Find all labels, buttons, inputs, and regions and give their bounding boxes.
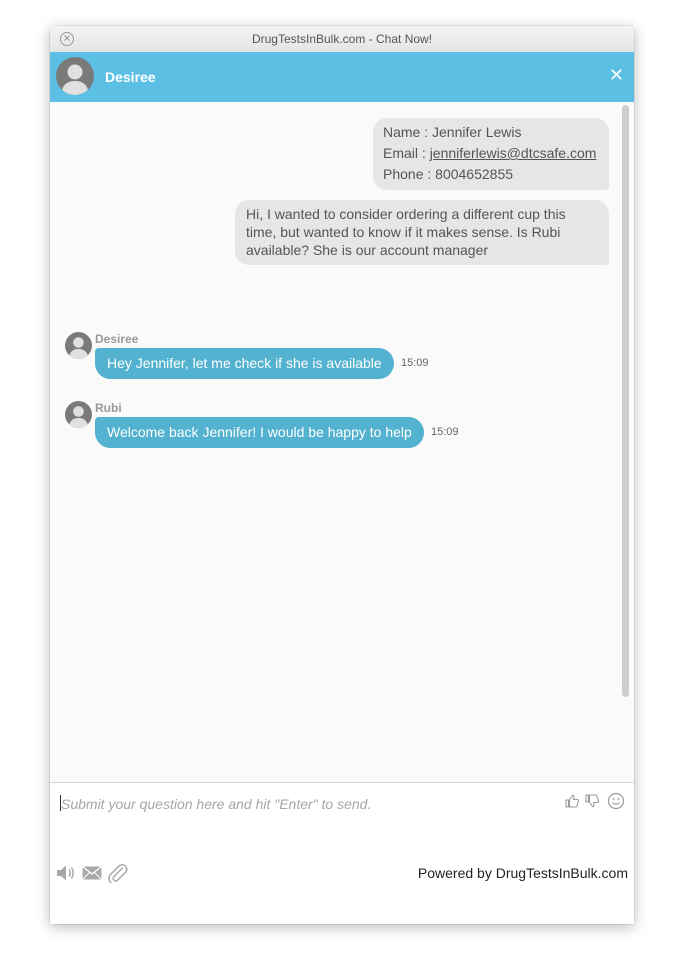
email-icon[interactable] bbox=[81, 862, 103, 884]
speaker-icon[interactable] bbox=[55, 862, 77, 884]
emoji-icon[interactable] bbox=[607, 792, 625, 810]
email-label: Email : bbox=[383, 145, 430, 161]
visitor-info-bubble bbox=[373, 118, 609, 190]
visitor-email-link[interactable]: jenniferlewis@dtcsafe.com bbox=[429, 145, 597, 161]
chat-window bbox=[50, 26, 634, 924]
person-icon bbox=[65, 401, 92, 428]
window-close-icon[interactable]: × bbox=[60, 32, 74, 46]
agent-name: Desiree bbox=[105, 69, 156, 85]
visitor-message: Hi, I wanted to consider ordering a different cup this time, but wanted to know if it makes sense. Is Rubi available? She is our account manager bbox=[235, 200, 609, 265]
visitor-name: Name : Jennifer Lewis bbox=[383, 124, 522, 140]
message-sender: Rubi bbox=[95, 401, 122, 415]
message-input[interactable]: Submit your question here and hit "Enter" to send. bbox=[61, 796, 372, 812]
thumbs-down-icon[interactable] bbox=[584, 793, 600, 809]
agent-avatar bbox=[65, 401, 92, 428]
visitor-email-line bbox=[383, 143, 599, 164]
message-time: 15:09 bbox=[431, 426, 459, 438]
visitor-phone: Phone : 8004652855 bbox=[383, 166, 514, 182]
title-bar bbox=[50, 26, 634, 53]
agent-message: Hey Jennifer, let me check if she is available bbox=[95, 348, 394, 379]
agent-message: Welcome back Jennifer! I would be happy to help bbox=[95, 417, 424, 448]
person-icon bbox=[56, 57, 94, 95]
thumbs-up-icon[interactable] bbox=[564, 793, 580, 809]
powered-by-text: Powered by DrugTestsInBulk.com bbox=[417, 865, 628, 881]
message-sender: Desiree bbox=[95, 332, 139, 346]
chat-transcript[interactable] bbox=[50, 102, 634, 782]
agent-avatar bbox=[65, 332, 92, 359]
agent-avatar bbox=[56, 57, 94, 95]
person-icon bbox=[65, 332, 92, 359]
close-icon[interactable]: ✕ bbox=[608, 65, 624, 86]
scrollbar[interactable] bbox=[622, 105, 629, 697]
attachment-icon[interactable] bbox=[107, 862, 129, 884]
message-input-area[interactable] bbox=[50, 782, 634, 924]
message-time: 15:09 bbox=[401, 357, 429, 369]
chat-header bbox=[50, 52, 634, 102]
window-title: DrugTestsInBulk.com - Chat Now! bbox=[251, 32, 433, 46]
